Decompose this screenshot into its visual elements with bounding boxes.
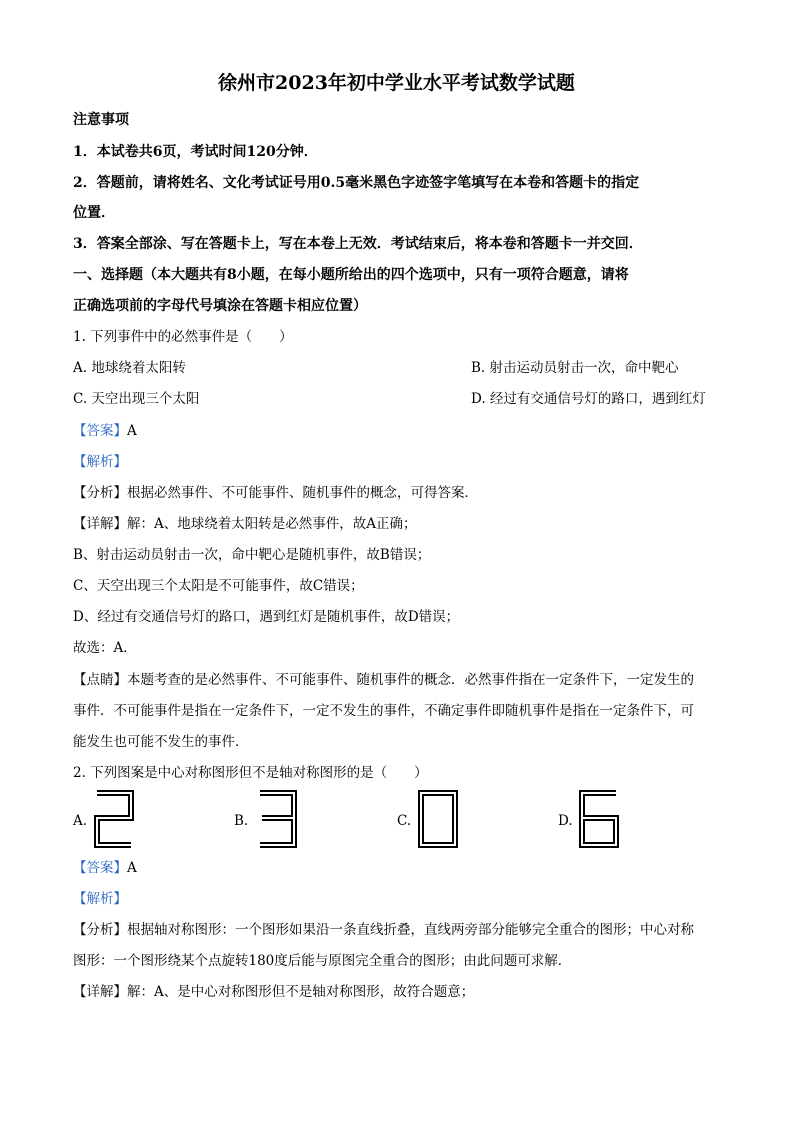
q1-option-row-2 [73,390,733,408]
q1-dianjing-text-3: 能发生也可能不发生的事件． [73,734,249,750]
q1-xiangjie [73,515,733,533]
section-heading-line-1: 一、选择题（本大题共有8小题，在每小题所给出的四个选项中，只有一项符合题意，请将 [73,267,629,283]
q1-dianjing-text-1: 本题考查的是必然事件、不可能事件、随机事件的概念．必然事件指在一定条件下，一定发生的 [127,672,694,688]
q1-option-d: D. 经过有交通信号灯的路口，遇到红灯 [471,391,706,407]
q1-stem: 1. 下列事件中的必然事件是（ ） [73,329,293,345]
q2-option-b-label: B. [234,813,249,829]
q1-fenxi-tag: 【分析】 [73,485,127,501]
q1-detail-line-d: D、经过有交通信号灯的路口，遇到红灯是随机事件，故D错误； [73,609,460,625]
q2-fenxi-text-1: 根据轴对称图形：一个图形如果沿一条直线折叠，直线两旁部分能够完全重合的图形；中心对称 [127,922,694,938]
section-heading-line-2: 正确选项前的字母代号填涂在答题卡相应位置） [73,298,367,314]
notice-item-2-cont: 位置． [73,205,115,221]
q2-xiangjie-text: 解：A、是中心对称图形但不是轴对称图形，故符合题意； [127,984,475,1000]
notice-item-1: 1．本试卷共6页，考试时间120分钟． [73,144,318,160]
q2-fenxi-text-2: 图形：一个图形绕某个点旋转180度后能与原图完全重合的图形；由此问题可求解． [73,953,572,969]
q1-option-row-1 [73,359,733,377]
q1-detail-line-c: C、天空出现三个太阳是不可能事件，故C错误； [73,578,364,594]
q2-answer-tag: 【答案】 [73,860,127,876]
q1-choose: 故选：A． [73,640,137,656]
digit-0-icon [417,786,459,852]
q1-dianjing-tag: 【点睛】 [73,672,127,688]
q1-answer-tag: 【答案】 [73,423,127,439]
q2-option-d-label: D. [558,813,573,829]
page-title: 徐州市2023年初中学业水平考试数学试题 [218,72,575,94]
q1-fenxi-text: 根据必然事件、不可能事件、随机事件的概念，可得答案． [127,485,478,501]
q2-analysis-tag: 【解析】 [73,891,127,907]
q1-answer-value: A [127,423,137,439]
digit-3-icon [256,786,298,852]
q1-analysis-tag: 【解析】 [73,454,127,470]
q2-option-c-label: C. [397,813,412,829]
q2-fenxi-tag: 【分析】 [73,922,127,938]
q1-xiangjie-text: 解：A、地球绕着太阳转是必然事件，故A正确； [127,516,417,532]
q2-xiangjie-tag: 【详解】 [73,984,127,1000]
q2-option-a-label: A. [73,813,88,829]
q2-analysis [73,890,733,908]
q2-stem: 2. 下列图案是中心对称图形但不是轴对称图形的是（ ） [73,765,428,781]
q1-answer [73,422,733,440]
q1-option-c: C. 天空出现三个太阳 [73,391,200,407]
q1-dianjing-text-2: 事件．不可能事件是指在一定条件下，一定不发生的事件，不确定事件即随机事件是指在一定条件下，可 [73,703,694,719]
q2-options [73,786,733,852]
q2-answer-value: A [127,860,137,876]
notice-item-2: 2．答题前，请将姓名、文化考试证号用0.5毫米黑色字迹签字笔填写在本卷和答题卡的指定 [73,175,640,191]
q1-xiangjie-tag: 【详解】 [73,516,127,532]
digit-2-icon [93,786,135,852]
q2-fenxi [73,921,733,939]
q1-analysis [73,453,733,471]
digit-6-icon [578,786,620,852]
q2-xiangjie [73,983,733,1001]
notice-heading: 注意事项 [73,112,129,128]
q1-option-b: B. 射击运动员射击一次，命中靶心 [471,360,679,376]
q1-option-a: A. 地球绕着太阳转 [73,360,186,376]
q1-dianjing [73,671,733,689]
notice-item-3: 3．答案全部涂、写在答题卡上，写在本卷上无效．考试结束后，将本卷和答题卡一并交回． [73,236,643,252]
q1-fenxi [73,484,733,502]
q2-answer [73,859,733,877]
q1-detail-line-b: B、射击运动员射击一次，命中靶心是随机事件，故B错误； [73,547,431,563]
